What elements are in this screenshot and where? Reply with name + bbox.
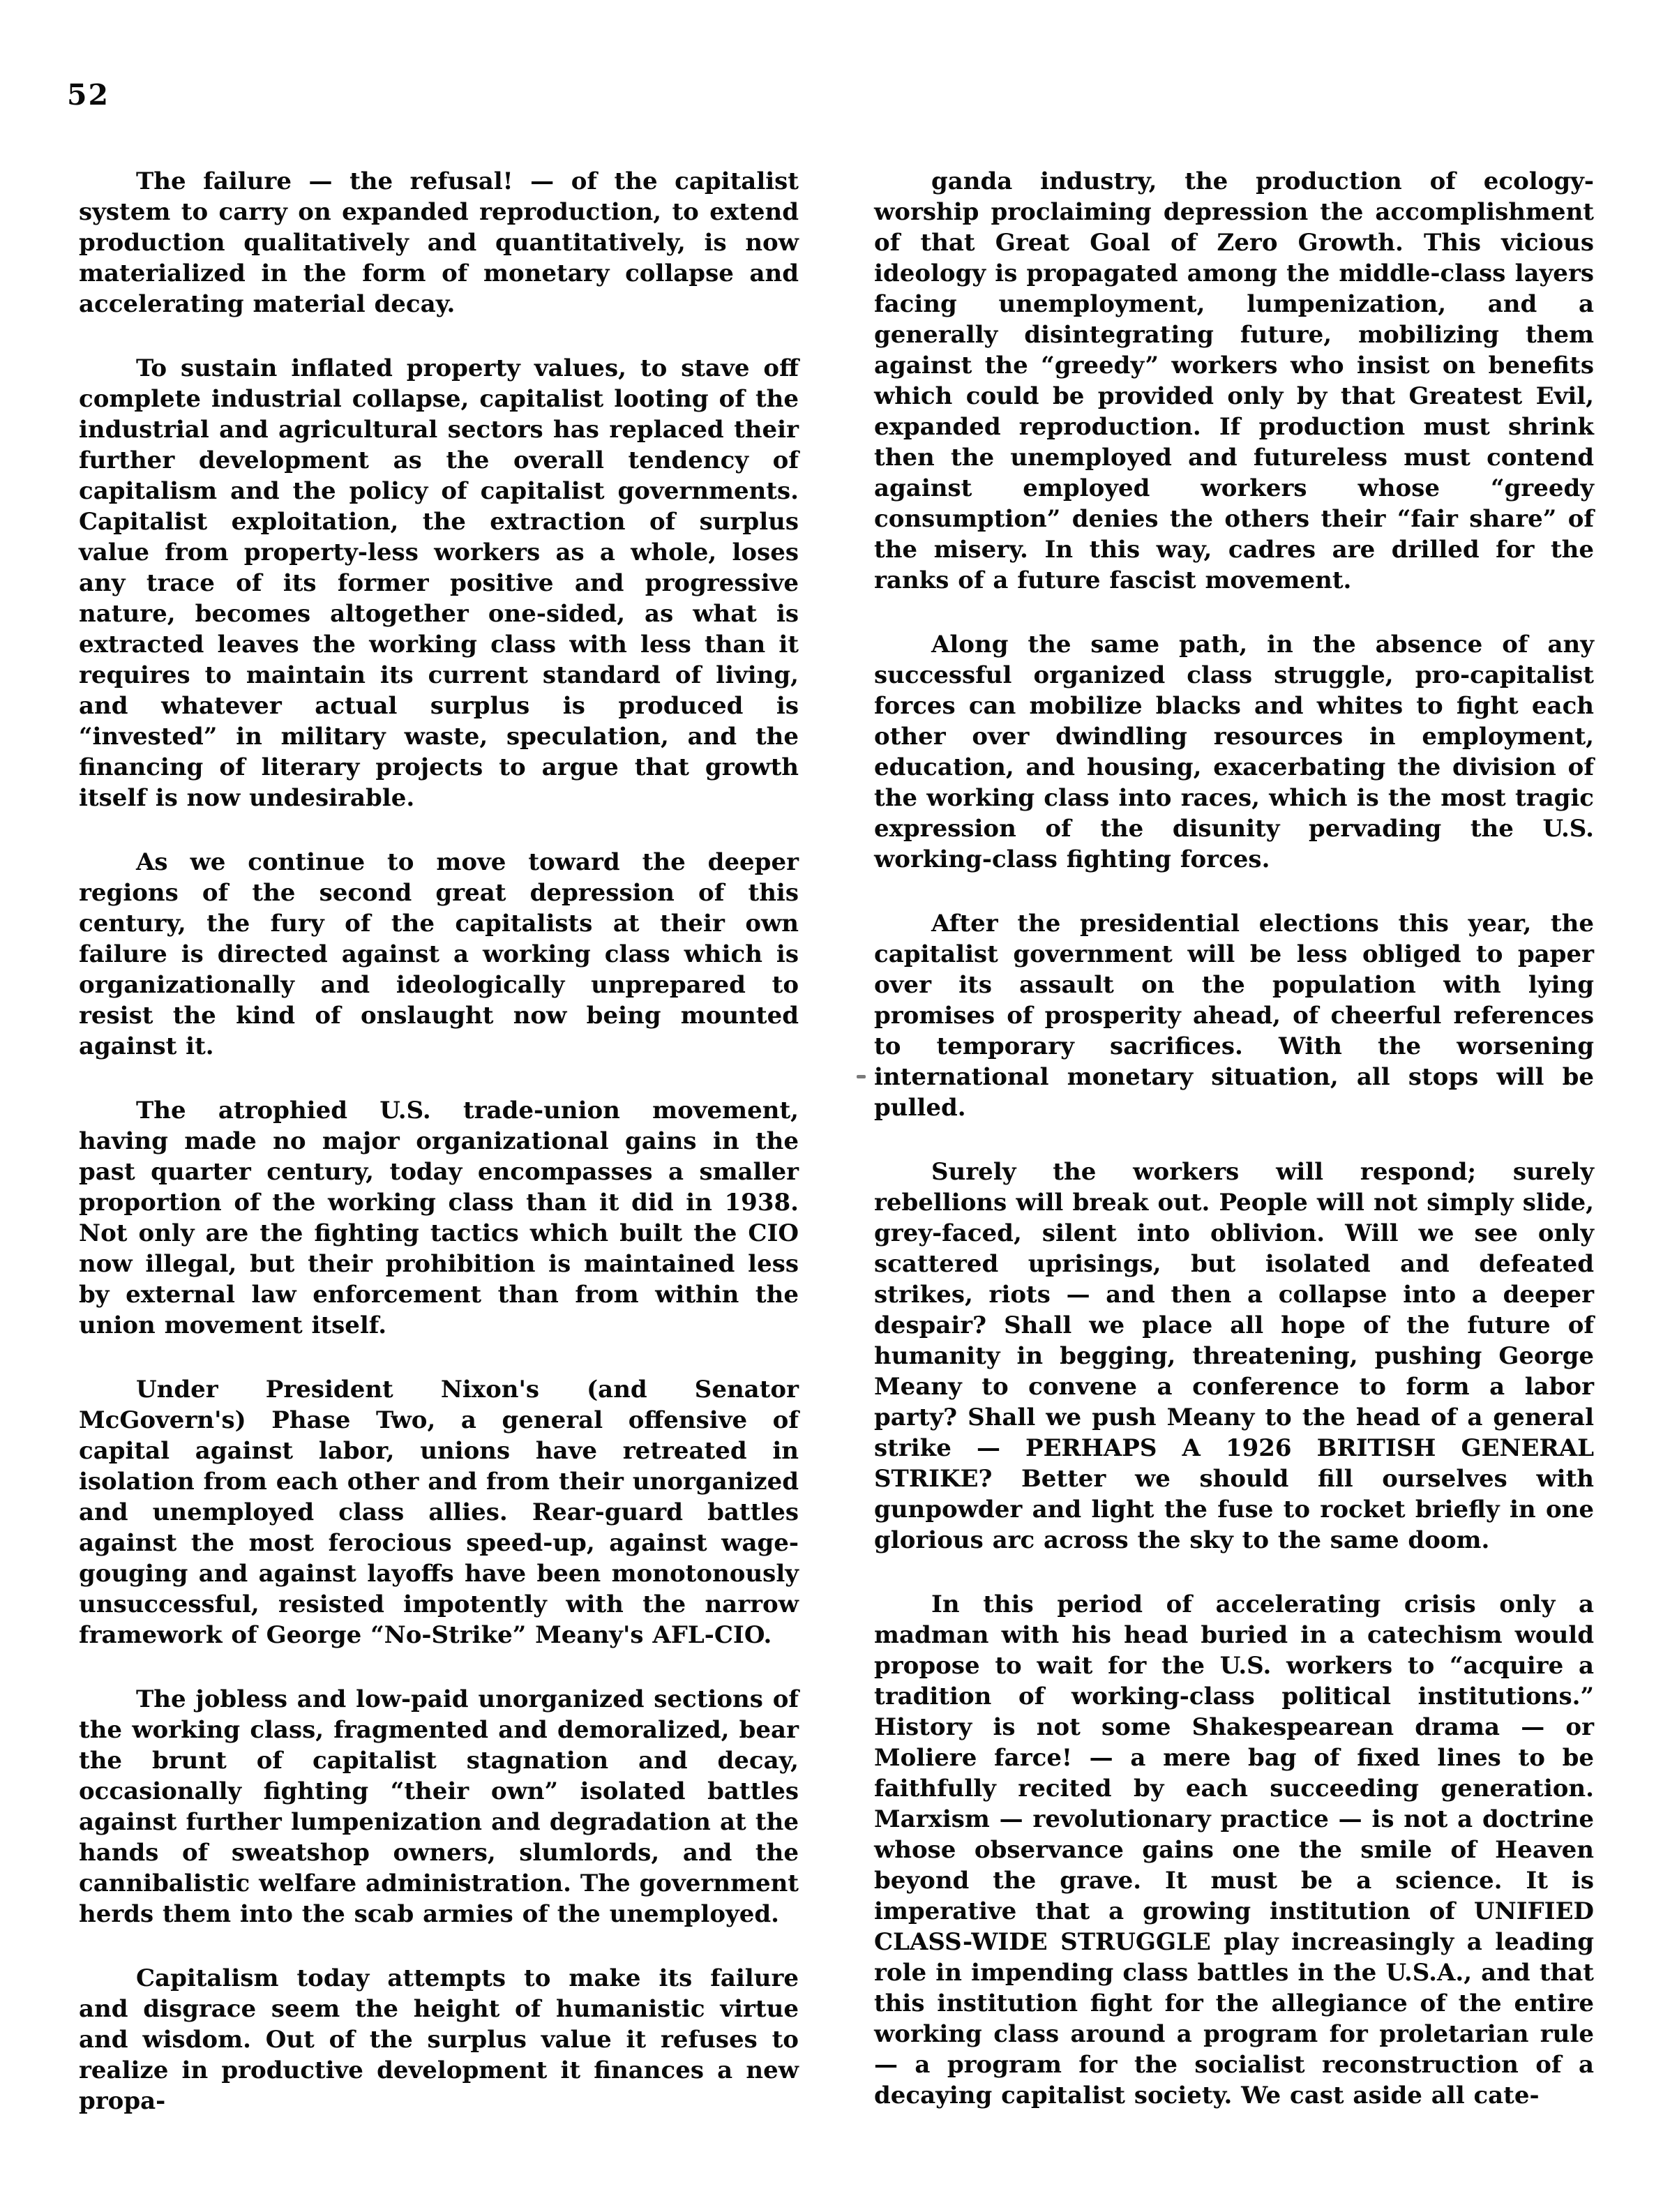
text-paragraph: The atrophied U.S. trade-union movement, having made no major organizational gains in the past quarter century, today encompasses a smaller proportion of the working class than it did in 1938. Not only are the fighting tactics which built the CIO now illegal, but their prohibition is maintained less by external law enforcement than from within the union movement itself.	[79, 1097, 799, 1339]
text-paragraph: Surely the workers will respond; surely rebellions will break out. People will not simply slide, grey-faced, silent into oblivion. Will we see only scattered uprisings, but isolated and defeated strikes, riots — and then a collapse into a deeper despair? Shall we place all hope of the future of humanity in begging, threatening, pushing George Meany to convene a conference to form a labor party? Shall we push Meany to the head of a general strike — PERHAPS A 1926 BRITISH GENERAL STRIKE? Better we should fill ourselves with gunpowder and light the fuse to rocket briefly in one glorious arc across the sky to the same doom.	[874, 1158, 1594, 1554]
text-paragraph: Along the same path, in the absence of any successful organized class struggle, pro-capitalist forces can mobilize blacks and whites to fight each other over dwindling resources in employment, education, and housing, exacerbating the division of the working class into races, which is the most tragic expression of the disunity pervading the U.S. working-class fighting forces.	[874, 631, 1594, 873]
page-number: 52	[67, 78, 110, 112]
text-paragraph: ganda industry, the production of ecology-worship proclaiming depression the accomplishment of that Great Goal of Zero Growth. This vicious ideology is propagated among the middle-class layers facing unemployment, lumpenization, and a generally disintegrating future, mobilizing them against the “greedy” workers who insist on benefits which could be provided only by that Greatest Evil, expanded reproduction. If production must shrink then the unemployed and futureless must contend against employed workers whose “greedy consumption” denies the others their “fair share” of the misery. In this way, cadres are drilled for the ranks of a future fascist movement.	[874, 167, 1594, 594]
text-paragraph: After the presidential elections this year, the capitalist government will be less obliged to paper over its assault on the population with lying promises of prosperity ahead, of cheerful references to temporary sacrifices. With the worsening international monetary situation, all stops will be pulled.	[874, 910, 1594, 1122]
text-paragraph: The failure — the refusal! — of the capitalist system to carry on expanded reproduction, to extend production qualitatively and quantitatively, is now materialized in the form of monetary collapse and accelerating material decay.	[79, 167, 799, 318]
text-paragraph: To sustain inflated property values, to stave off complete industrial collapse, capitalist looting of the industrial and agricultural sectors has replaced their further development as the overall tendency of capitalism and the policy of capitalist governments. Capitalist exploitation, the extraction of surplus value from property-less workers as a whole, loses any trace of its former positive and progressive nature, becomes altogether one-sided, as what is extracted leaves the working class with less than it requires to maintain its current standard of living, and whatever actual surplus is produced is “invested” in military waste, speculation, and the financing of literary projects to argue that growth itself is now undesirable.	[79, 354, 799, 812]
text-paragraph: Under President Nixon's (and Senator McGovern's) Phase Two, a general offensive of capital against labor, unions have retreated in isolation from each other and from their unorganized and unemployed class allies. Rear-guard battles against the most ferocious speed-up, against wage-gouging and against layoffs have been monotonously unsuccessful, resisted impotently with the narrow framework of George “No-Strike” Meany's AFL-CIO.	[79, 1376, 799, 1649]
text-paragraph: Capitalism today attempts to make its failure and disgrace seem the height of humanistic virtue and wisdom. Out of the surplus value it refuses to realize in productive development it finances a new propa-	[79, 1964, 799, 2115]
text-paragraph: As we continue to move toward the deeper regions of the second great depression of this century, the fury of the capitalists at their own failure is directed against a working class which is organizationally and ideologically unprepared to resist the kind of onslaught now being mounted against it.	[79, 848, 799, 1060]
text-paragraph: In this period of accelerating crisis only a madman with his head buried in a catechism would propose to wait for the U.S. workers to “acquire a tradition of working-class political institutions.” History is not some Shakespearean drama — or Moliere farce! — a mere bag of fixed lines to be faithfully recited by each succeeding generation. Marxism — revolutionary practice — is not a doctrine whose observance gains one the smile of Heaven beyond the grave. It must be a science. It is imperative that a growing institution of UNIFIED CLASS-WIDE STRUGGLE play increasingly a leading role in impending class battles in the U.S.A., and that this institution fight for the allegiance of the entire working class around a program for proletarian rule — a program for the socialist reconstruction of a decaying capitalist society. We cast aside all cate-	[874, 1590, 1594, 2109]
scan-artifact-mark	[857, 1075, 866, 1078]
right-column	[874, 166, 1594, 2144]
text-paragraph: The jobless and low-paid unorganized sections of the working class, fragmented and demoralized, bear the brunt of capitalist stagnation and decay, occasionally fighting “their own” isolated battles against further lumpenization and degradation at the hands of sweatshop owners, slumlords, and the cannibalistic welfare administration. The government herds them into the scab armies of the unemployed.	[79, 1685, 799, 1928]
left-column	[79, 166, 799, 2150]
